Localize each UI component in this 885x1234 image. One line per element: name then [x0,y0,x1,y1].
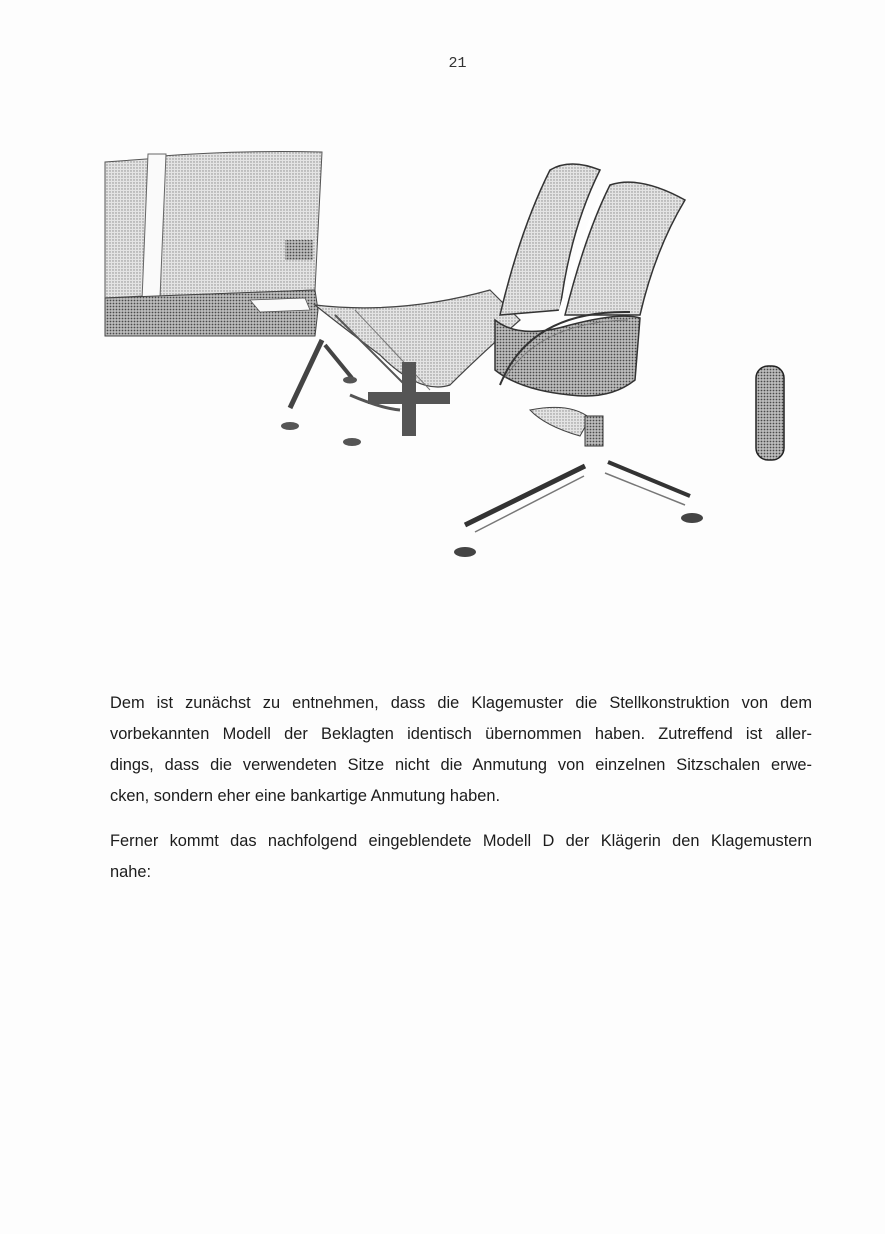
page-number: 21 [448,55,467,72]
paragraph-line: Ferner kommt das nachfolgend eingeblendete Modell D der Klägerin den Klagemustern [110,832,812,850]
paragraph-line: nahe: [110,863,152,881]
paragraph-1 [110,688,812,812]
paragraph-line: vorbekannten Modell der Beklagten identisch übernommen haben. Zutreffend ist aller- [110,725,812,743]
chair-right [495,164,685,446]
paragraph-2 [110,826,812,888]
pedestal-post [756,366,784,460]
seat-shell-center [315,290,520,390]
bench-section-left [105,152,322,337]
paragraph-line: Dem ist zunächst zu entnehmen, dass die Klagemuster die Stellkonstruktion von dem [110,694,812,712]
paragraph-line: cken, sondern eher eine bankartige Anmutung haben. [110,787,501,805]
product-illustration [100,140,800,570]
paragraph-line: dings, dass die verwendeten Sitze nicht die Anmutung von einzelnen Sitzschalen erwe- [110,756,812,774]
chair-legs [281,340,703,557]
